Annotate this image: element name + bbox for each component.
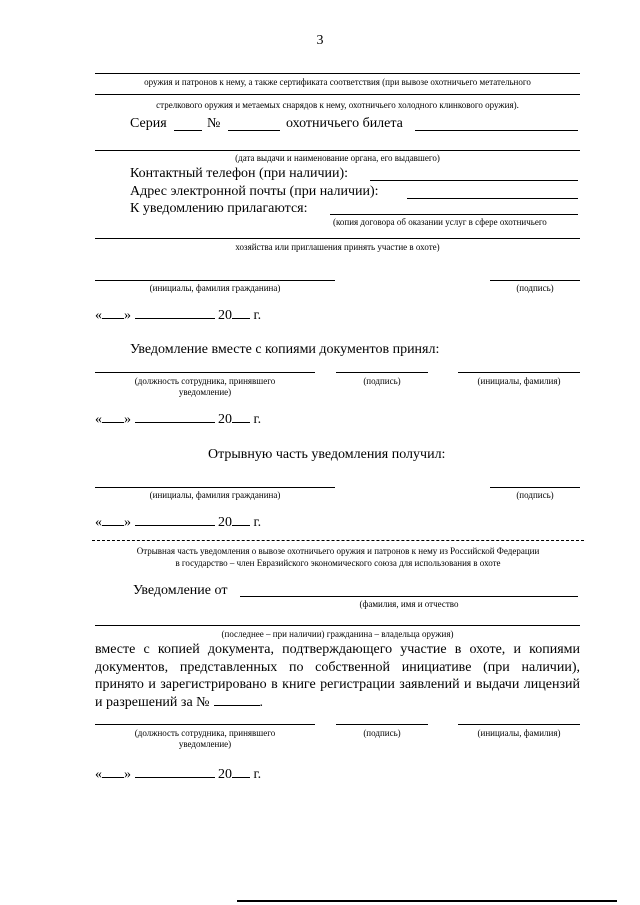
date-3	[95, 514, 261, 531]
day-field[interactable]	[102, 318, 124, 319]
date-quote-close: »	[124, 767, 131, 782]
tearoff-signature-field[interactable]	[336, 724, 428, 725]
phone-field[interactable]	[370, 180, 578, 181]
month-field[interactable]	[135, 525, 215, 526]
attached-field-2[interactable]	[95, 238, 580, 239]
fio-caption-2: (последнее – при наличии) гражданина – владельца оружия)	[221, 629, 454, 639]
tearoff-title-1: Отрывная часть уведомления о вывозе охотничьего оружия и патронов к нему из Российской Федерации	[136, 546, 540, 556]
fio-field[interactable]	[240, 596, 578, 597]
number-label: №	[207, 116, 221, 131]
tearoff-position-field[interactable]	[95, 724, 315, 725]
date-2	[95, 411, 261, 428]
tearoff-position-caption-2: уведомление)	[178, 739, 232, 749]
year-prefix: 20	[218, 515, 232, 530]
email-field[interactable]	[407, 198, 578, 199]
date-quote-close: »	[124, 515, 131, 530]
citizen-signature-field[interactable]	[490, 280, 580, 281]
received-heading: Отрывную часть уведомления получил:	[208, 447, 446, 462]
accepted-heading: Уведомление вместе с копиями документов принял:	[130, 342, 440, 357]
day-field[interactable]	[102, 525, 124, 526]
day-field[interactable]	[102, 777, 124, 778]
attached-label: К уведомлению прилагаются:	[130, 201, 308, 216]
year-suffix: г.	[253, 767, 262, 782]
citizen-signature-field-2[interactable]	[490, 487, 580, 488]
date-quote-close: »	[124, 308, 131, 323]
year-prefix: 20	[218, 308, 232, 323]
citizen-name-caption-2: (инициалы, фамилия гражданина)	[149, 490, 281, 500]
accepted-position-field[interactable]	[95, 372, 315, 373]
day-field[interactable]	[102, 422, 124, 423]
year-field[interactable]	[232, 318, 250, 319]
fio-field-2[interactable]	[95, 625, 580, 626]
citizen-signature-caption: (подпись)	[516, 283, 554, 293]
citizen-name-field-2[interactable]	[95, 487, 335, 488]
accepted-position-caption-2: уведомление)	[178, 387, 232, 397]
tearoff-body: вместе с копией документа, подтверждающего участие в охоте, и копиями документов, представленных по собственной инициативе (при наличии), принято и зарегистрировано в книге регистрации заявлений и выдачи лицензий и разрешений за № .	[95, 642, 580, 710]
series-label: Серия	[130, 116, 167, 131]
citizen-name-field[interactable]	[95, 280, 335, 281]
attached-hint-1: (копия договора об оказании услуг в сфере охотничьего	[333, 217, 547, 227]
scan-edge-line	[237, 900, 617, 902]
date-1	[95, 307, 261, 324]
accepted-signature-caption: (подпись)	[363, 376, 401, 386]
year-suffix: г.	[253, 412, 262, 427]
email-label: Адрес электронной почты (при наличии):	[130, 184, 379, 199]
tearoff-position-caption-1: (должность сотрудника, принявшего	[134, 728, 276, 738]
ticket-number-field[interactable]	[228, 130, 280, 131]
date-quote-open: «	[95, 767, 102, 782]
date-quote-close: »	[124, 412, 131, 427]
year-suffix: г.	[253, 515, 262, 530]
date-4	[95, 766, 261, 783]
notice-from-label: Уведомление от	[133, 583, 228, 598]
attached-field[interactable]	[330, 214, 578, 215]
tear-off-line	[92, 540, 584, 541]
year-suffix: г.	[253, 308, 262, 323]
phone-label: Контактный телефон (при наличии):	[130, 166, 349, 181]
ticket-label: охотничьего билета	[286, 116, 403, 131]
tearoff-signature-caption: (подпись)	[363, 728, 401, 738]
accepted-position-caption-1: (должность сотрудника, принявшего	[134, 376, 276, 386]
month-field[interactable]	[135, 318, 215, 319]
date-quote-open: «	[95, 308, 102, 323]
year-field[interactable]	[232, 777, 250, 778]
intro-line-1-rule	[95, 73, 580, 74]
tearoff-name-caption: (инициалы, фамилия)	[477, 728, 561, 738]
attached-hint-2: хозяйства или приглашения принять участие в охоте)	[235, 242, 440, 252]
intro-text-1: оружия и патронов к нему, а также сертификата соответствия (при вывозе охотничьего метательного	[144, 77, 531, 87]
page-number: 3	[316, 33, 324, 48]
fio-caption: (фамилия, имя и отчество	[359, 599, 459, 609]
month-field[interactable]	[135, 422, 215, 423]
year-prefix: 20	[218, 767, 232, 782]
tearoff-body-text: вместе с копией документа, подтверждающего участие в охоте, и копиями документов, представленных по собственной инициативе (при наличии), принято и зарегистрировано в книге регистрации заявлений и выдачи лицензий и разрешений за №	[95, 642, 580, 710]
issue-caption: (дата выдачи и наименование органа, его выдавшего)	[235, 153, 440, 163]
year-field[interactable]	[232, 422, 250, 423]
year-prefix: 20	[218, 412, 232, 427]
date-quote-open: «	[95, 515, 102, 530]
tearoff-title-2: в государство – член Евразийского экономического союза для использования в охоте	[175, 558, 501, 568]
accepted-signature-field[interactable]	[336, 372, 428, 373]
registration-number-field[interactable]	[214, 705, 260, 706]
issue-field[interactable]	[95, 150, 580, 151]
accepted-name-field[interactable]	[458, 372, 580, 373]
year-field[interactable]	[232, 525, 250, 526]
date-quote-open: «	[95, 412, 102, 427]
month-field[interactable]	[135, 777, 215, 778]
intro-line-2-rule	[95, 94, 580, 95]
intro-text-2: стрелкового оружия и метаемых снарядов к нему, охотничьего холодного клинкового оружия).	[156, 100, 519, 110]
tearoff-name-field[interactable]	[458, 724, 580, 725]
citizen-name-caption: (инициалы, фамилия гражданина)	[149, 283, 281, 293]
series-field[interactable]	[174, 130, 202, 131]
accepted-name-caption: (инициалы, фамилия)	[477, 376, 561, 386]
ticket-extra-field[interactable]	[415, 130, 578, 131]
citizen-signature-caption-2: (подпись)	[516, 490, 554, 500]
